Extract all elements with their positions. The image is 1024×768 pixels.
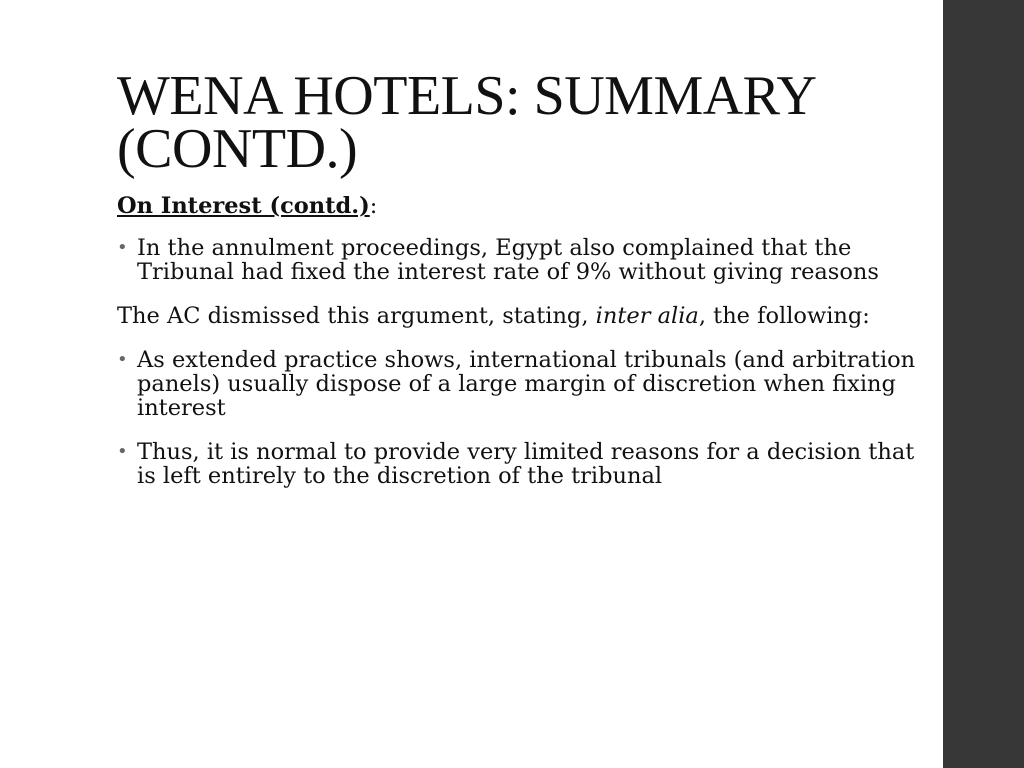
paragraph-text-after: , the following:: [698, 303, 870, 329]
slide-title: [117, 65, 922, 180]
paragraph-text-before: The AC dismissed this argument, stating,: [117, 303, 596, 329]
title-line-1: WENA HOTELS: SUMMARY: [117, 65, 817, 127]
bullet-list-2: [117, 348, 922, 488]
section-heading-suffix: :: [369, 193, 378, 219]
bullet-text: Thus, it is normal to provide very limited reasons for a decision that is left entirely to the discretion of the tribunal: [137, 439, 915, 489]
bullet-text: In the annulment proceedings, Egypt also complained that the Tribunal had fixed the interest rate of 9% without giving reasons: [137, 235, 879, 285]
bullet-item: [117, 236, 922, 284]
bullet-list-1: [117, 236, 922, 284]
right-sidebar-bar: [943, 0, 1024, 768]
paragraph-italic: inter alia: [595, 303, 699, 329]
section-heading-label: On Interest (contd.): [117, 193, 370, 219]
bullet-dot-icon: •: [117, 349, 128, 370]
bullet-item: [117, 348, 922, 420]
slide-body: [117, 194, 922, 488]
body-paragraph: [117, 304, 922, 328]
bullet-item: [117, 440, 922, 488]
bullet-dot-icon: •: [117, 237, 128, 258]
section-heading: [117, 194, 922, 218]
slide-content: [117, 65, 922, 508]
bullet-text: As extended practice shows, international tribunals (and arbitration panels) usually dispose of a large margin of discretion when fixing interest: [137, 347, 916, 421]
title-line-2: (CONTD.): [117, 118, 358, 180]
bullet-dot-icon: •: [117, 441, 128, 462]
